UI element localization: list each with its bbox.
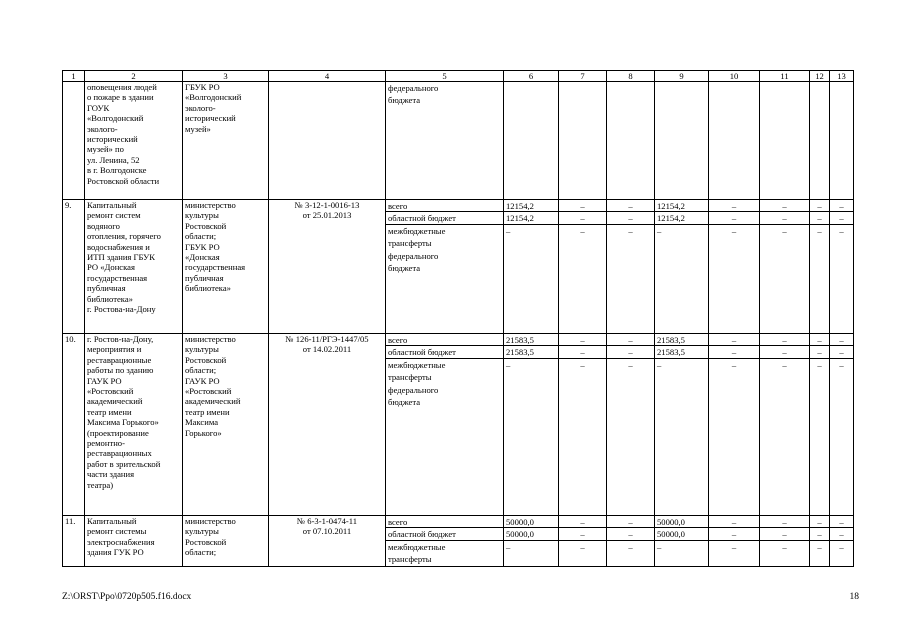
amount-col6-value: 50000,0 bbox=[504, 516, 558, 528]
amount-col9-value: 50000,0 bbox=[655, 528, 708, 540]
amount-col12 bbox=[810, 516, 830, 567]
amount-col13 bbox=[830, 334, 854, 516]
amount-col8-value: – bbox=[607, 212, 654, 224]
column-number-row bbox=[63, 71, 854, 82]
amount-col10 bbox=[709, 334, 760, 516]
amount-col6 bbox=[504, 334, 559, 516]
amount-col7-value: – bbox=[580, 359, 585, 370]
amount-col8-value: – bbox=[607, 334, 654, 346]
amount-col9-value: 50000,0 bbox=[655, 516, 708, 528]
amount-col9-value: 21583,5 bbox=[655, 334, 708, 346]
amount-col11-value: – bbox=[760, 346, 809, 358]
funding-source bbox=[386, 82, 504, 200]
amount-col6-value: – bbox=[506, 359, 511, 370]
amount-col8 bbox=[607, 200, 655, 334]
table-row bbox=[63, 200, 854, 334]
amount-col12-value: – bbox=[817, 359, 822, 370]
amount-col10-value: – bbox=[709, 528, 759, 540]
amount-col6 bbox=[504, 516, 559, 567]
amount-col10-value: – bbox=[709, 346, 759, 358]
amount-col13-value: – bbox=[830, 200, 853, 212]
object-name: оповещения людей о пожаре в здании ГОУК «Волгодонский эколого- исторический музей» по ул. Ленина, 52 в г. Волгодонске Ростовской области bbox=[85, 82, 183, 200]
amount-col7-value: – bbox=[559, 334, 606, 346]
amount-col10 bbox=[709, 82, 760, 200]
amount-col6-value: – bbox=[506, 541, 511, 552]
amount-col8-value: – bbox=[628, 225, 633, 236]
column-number: 12 bbox=[810, 71, 830, 82]
amount-col13-value: – bbox=[839, 541, 844, 552]
column-number: 8 bbox=[607, 71, 655, 82]
amount-col7-value: – bbox=[559, 528, 606, 540]
amount-col9-value: – bbox=[657, 359, 662, 370]
expertise-document: № 3-12-1-0016-13 от 25.01.2013 bbox=[269, 200, 386, 334]
funding-source bbox=[386, 516, 504, 567]
amount-col7 bbox=[559, 200, 607, 334]
column-number: 6 bbox=[504, 71, 559, 82]
column-number: 10 bbox=[709, 71, 760, 82]
footer-page-number: 18 bbox=[849, 592, 859, 602]
amount-col10-value: – bbox=[731, 359, 737, 370]
amount-col6 bbox=[504, 200, 559, 334]
amount-col9-value: 21583,5 bbox=[655, 346, 708, 358]
column-number: 2 bbox=[85, 71, 183, 82]
amount-col13 bbox=[830, 200, 854, 334]
amount-col7-value: – bbox=[580, 541, 585, 552]
expertise-document: № 126-11/РГЭ-1447/05 от 14.02.2011 bbox=[269, 334, 386, 516]
amount-col11-value: – bbox=[782, 359, 787, 370]
amount-col13-value: – bbox=[830, 212, 853, 224]
amount-col9-value: – bbox=[657, 541, 662, 552]
footer-file-path: Z:\ORST\Ppo\0720p505.f16.docx bbox=[62, 592, 192, 602]
column-number: 1 bbox=[63, 71, 85, 82]
amount-col6-value: – bbox=[506, 225, 511, 236]
amount-col9 bbox=[655, 516, 709, 567]
customer-name: министерство культуры Ростовской области; ГАУК РО «Ростовский академический театр имени Максима Горького» bbox=[183, 334, 269, 516]
amount-col6-value: 21583,5 bbox=[504, 334, 558, 346]
funding-source-value: всего bbox=[386, 200, 503, 212]
amount-col12 bbox=[810, 200, 830, 334]
amount-col12-value: – bbox=[810, 212, 829, 224]
amount-col12-value: – bbox=[810, 528, 829, 540]
amount-col12-value: – bbox=[810, 334, 829, 346]
amount-col6-value: 12154,2 bbox=[504, 212, 558, 224]
amount-col12-value: – bbox=[817, 541, 822, 552]
amount-col13 bbox=[830, 516, 854, 567]
amount-col8-value: – bbox=[607, 528, 654, 540]
object-name: Капитальный ремонт систем водяного отопления, горячего водоснабжения и ИТП здания ГБУК РО «Донская государственная публичная библиотека» г. Ростова-на-Дону bbox=[85, 200, 183, 334]
amount-col11-value: – bbox=[782, 541, 787, 552]
amount-col13-value: – bbox=[839, 359, 844, 370]
amount-col11-value: – bbox=[760, 200, 809, 212]
amount-col10-value: – bbox=[731, 541, 737, 552]
amount-col11 bbox=[760, 82, 810, 200]
amount-col8 bbox=[607, 334, 655, 516]
expertise-document bbox=[269, 82, 386, 200]
amount-col7-value: – bbox=[559, 516, 606, 528]
amount-col11-value: – bbox=[760, 528, 809, 540]
amount-col8 bbox=[607, 516, 655, 567]
amount-col10-value: – bbox=[731, 225, 737, 236]
amount-col9 bbox=[655, 82, 709, 200]
amount-col11-value: – bbox=[760, 334, 809, 346]
amount-col9 bbox=[655, 200, 709, 334]
column-number: 4 bbox=[269, 71, 386, 82]
funding-source bbox=[386, 200, 504, 334]
table-row bbox=[63, 82, 854, 200]
amount-col10-value: – bbox=[709, 200, 759, 212]
amount-col11 bbox=[760, 200, 810, 334]
row-number: 10. bbox=[63, 334, 85, 516]
amount-col8-value: – bbox=[607, 346, 654, 358]
amount-col10 bbox=[709, 516, 760, 567]
column-number: 9 bbox=[655, 71, 709, 82]
object-name: г. Ростов-на-Дону, мероприятия и реставрационные работы по зданию ГАУК РО «Ростовский академический театр имени Максима Горького» (проектирование ремонтно- реставрационных работ в зрительской части здания театра) bbox=[85, 334, 183, 516]
amount-col9 bbox=[655, 334, 709, 516]
amount-col13-value: – bbox=[830, 516, 853, 528]
amount-col8-value: – bbox=[607, 516, 654, 528]
amount-col7 bbox=[559, 82, 607, 200]
amount-col7-value: – bbox=[559, 212, 606, 224]
amount-col10-value: – bbox=[709, 334, 759, 346]
amount-col9-value: 12154,2 bbox=[655, 212, 708, 224]
amount-col11 bbox=[760, 334, 810, 516]
amount-col13 bbox=[830, 82, 854, 200]
amount-col12-value: – bbox=[810, 516, 829, 528]
amount-col11 bbox=[760, 516, 810, 567]
funding-source-value: всего bbox=[386, 334, 503, 346]
amount-col6-value: 12154,2 bbox=[504, 200, 558, 212]
amount-col8-value: – bbox=[628, 359, 633, 370]
funding-source-value: межбюджетные трансферты bbox=[388, 541, 446, 565]
funding-source-value: федерального бюджета bbox=[388, 83, 439, 106]
amount-col13-value: – bbox=[830, 528, 853, 540]
customer-name: министерство культуры Ростовской области; ГБУК РО «Донская государственная публичная библиотека» bbox=[183, 200, 269, 334]
funding-source-value: областной бюджет bbox=[386, 528, 503, 540]
column-number: 5 bbox=[386, 71, 504, 82]
amount-col6-value: 21583,5 bbox=[504, 346, 558, 358]
amount-col8-value: – bbox=[607, 200, 654, 212]
amount-col11-value: – bbox=[760, 516, 809, 528]
amount-col7-value: – bbox=[559, 346, 606, 358]
amount-col12-value: – bbox=[817, 225, 822, 236]
column-number: 3 bbox=[183, 71, 269, 82]
amount-col10-value: – bbox=[709, 516, 759, 528]
amount-col13-value: – bbox=[839, 225, 844, 236]
table-body bbox=[63, 71, 854, 567]
table-row bbox=[63, 516, 854, 567]
customer-name: министерство культуры Ростовской области; bbox=[183, 516, 269, 567]
amount-col13-value: – bbox=[830, 334, 853, 346]
amount-col8-value: – bbox=[628, 541, 633, 552]
amount-col12 bbox=[810, 82, 830, 200]
funding-source-value: всего bbox=[386, 516, 503, 528]
amount-col8 bbox=[607, 82, 655, 200]
amount-col9-value: 12154,2 bbox=[655, 200, 708, 212]
amount-col7-value: – bbox=[559, 200, 606, 212]
amount-col10-value: – bbox=[709, 212, 759, 224]
amount-col6 bbox=[504, 82, 559, 200]
funding-source-value: областной бюджет bbox=[386, 346, 503, 358]
amount-col13-value: – bbox=[830, 346, 853, 358]
amount-col12-value: – bbox=[810, 346, 829, 358]
amount-col9-value: – bbox=[657, 225, 662, 236]
funding-source-value: межбюджетные трансферты федерального бюджета bbox=[388, 359, 446, 407]
amount-col11-value: – bbox=[782, 225, 787, 236]
amount-col12-value: – bbox=[810, 200, 829, 212]
row-number: 11. bbox=[63, 516, 85, 567]
column-number: 13 bbox=[830, 71, 854, 82]
customer-name: ГБУК РО «Волгодонский эколого- исторический музей» bbox=[183, 82, 269, 200]
amount-col6-value: 50000,0 bbox=[504, 528, 558, 540]
amount-col11-value: – bbox=[760, 212, 809, 224]
object-name: Капитальный ремонт системы электроснабжения здания ГУК РО bbox=[85, 516, 183, 567]
amount-col12 bbox=[810, 334, 830, 516]
row-number: 9. bbox=[63, 200, 85, 334]
row-number bbox=[63, 82, 85, 200]
funding-source bbox=[386, 334, 504, 516]
column-number: 11 bbox=[760, 71, 810, 82]
amount-col7-value: – bbox=[580, 225, 585, 236]
expertise-document: № 6-3-1-0474-11 от 07.10.2011 bbox=[269, 516, 386, 567]
funding-source-value: областной бюджет bbox=[386, 212, 503, 224]
column-number: 7 bbox=[559, 71, 607, 82]
amount-col10 bbox=[709, 200, 760, 334]
budget-table bbox=[62, 70, 854, 567]
amount-col7 bbox=[559, 516, 607, 567]
amount-col7 bbox=[559, 334, 607, 516]
table-row bbox=[63, 334, 854, 516]
funding-source-value: межбюджетные трансферты федерального бюджета bbox=[388, 225, 446, 273]
